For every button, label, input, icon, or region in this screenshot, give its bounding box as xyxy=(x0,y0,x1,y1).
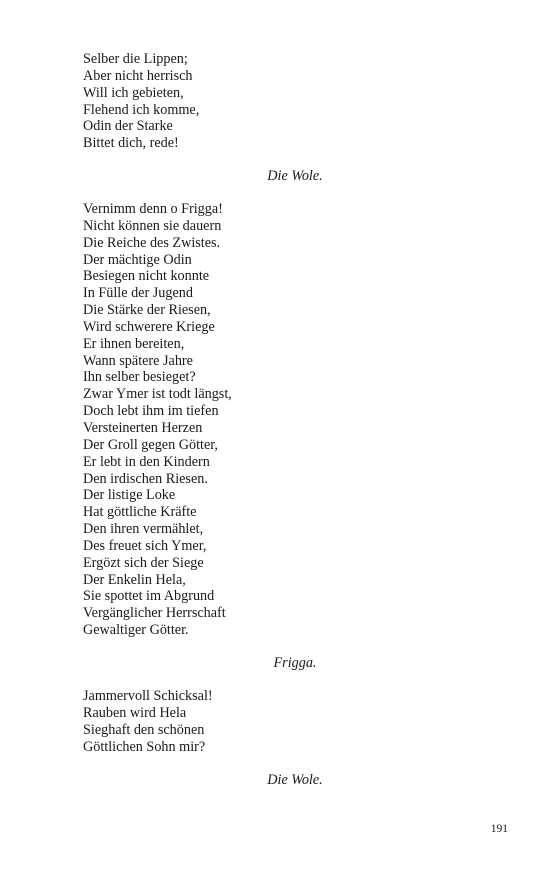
verse-line: Vergänglicher Herrschaft xyxy=(83,605,226,622)
verse-line: Selber die Lippen; xyxy=(83,51,188,67)
verse-line: Der mächtige Odin xyxy=(83,251,192,268)
stanza-3 xyxy=(83,688,213,755)
verse-line: Den ihren vermählet, xyxy=(83,521,204,538)
verse-line: Bittet dich, rede! xyxy=(83,135,179,152)
verse-line: Rauben wird Hela xyxy=(83,704,187,721)
verse-line: Jammervoll Schicksal! xyxy=(83,688,213,704)
verse-line: Flehend ich komme, xyxy=(83,101,200,118)
verse-line: Sieghaft den schönen xyxy=(83,721,205,738)
verse-line: Ergözt sich der Siege xyxy=(83,554,204,571)
stanza-2 xyxy=(83,201,232,639)
verse-line: Doch lebt ihm im tiefen xyxy=(83,403,219,420)
verse-line: Den irdischen Riesen. xyxy=(83,470,208,487)
verse-line: Der Enkelin Hela, xyxy=(83,571,186,588)
verse-line: Gewaltiger Götter. xyxy=(83,622,189,639)
verse-line: Göttlichen Sohn mir? xyxy=(83,738,206,755)
verse-line: Odin der Starke xyxy=(83,118,173,135)
speaker-heading: Frigga. xyxy=(273,655,317,671)
speaker-heading: Die Wole. xyxy=(267,772,323,788)
speaker-heading: Die Wole. xyxy=(267,168,323,184)
verse-line: In Fülle der Jugend xyxy=(83,285,193,302)
verse-line: Hat göttliche Kräfte xyxy=(83,504,197,521)
verse-line: Wird schwerere Kriege xyxy=(83,318,215,335)
verse-line: Sie spottet im Abgrund xyxy=(83,588,215,605)
page-number: 191 xyxy=(490,823,508,835)
verse-line: Er lebt in den Kindern xyxy=(83,453,210,470)
verse-line: Ihn selber besieget? xyxy=(83,369,196,386)
verse-line: Will ich gebieten, xyxy=(83,84,184,101)
verse-line: Aber nicht herrisch xyxy=(83,67,193,84)
verse-line: Die Reiche des Zwistes. xyxy=(83,234,221,251)
verse-line: Er ihnen bereiten, xyxy=(83,335,185,352)
verse-line: Des freuet sich Ymer, xyxy=(83,537,207,554)
verse-line: Nicht können sie dauern xyxy=(83,217,222,234)
verse-line: Die Stärke der Riesen, xyxy=(83,302,211,319)
verse-line: Wann spätere Jahre xyxy=(83,352,193,369)
verse-line: Besiegen nicht konnte xyxy=(83,268,210,285)
verse-line: Zwar Ymer ist todt längst, xyxy=(83,386,232,403)
stanza-1 xyxy=(83,51,199,152)
verse-line: Versteinerten Herzen xyxy=(83,419,203,436)
verse-line: Vernimm denn o Frigga! xyxy=(83,201,223,217)
verse-line: Der Groll gegen Götter, xyxy=(83,436,218,453)
verse-line: Der listige Loke xyxy=(83,487,176,504)
